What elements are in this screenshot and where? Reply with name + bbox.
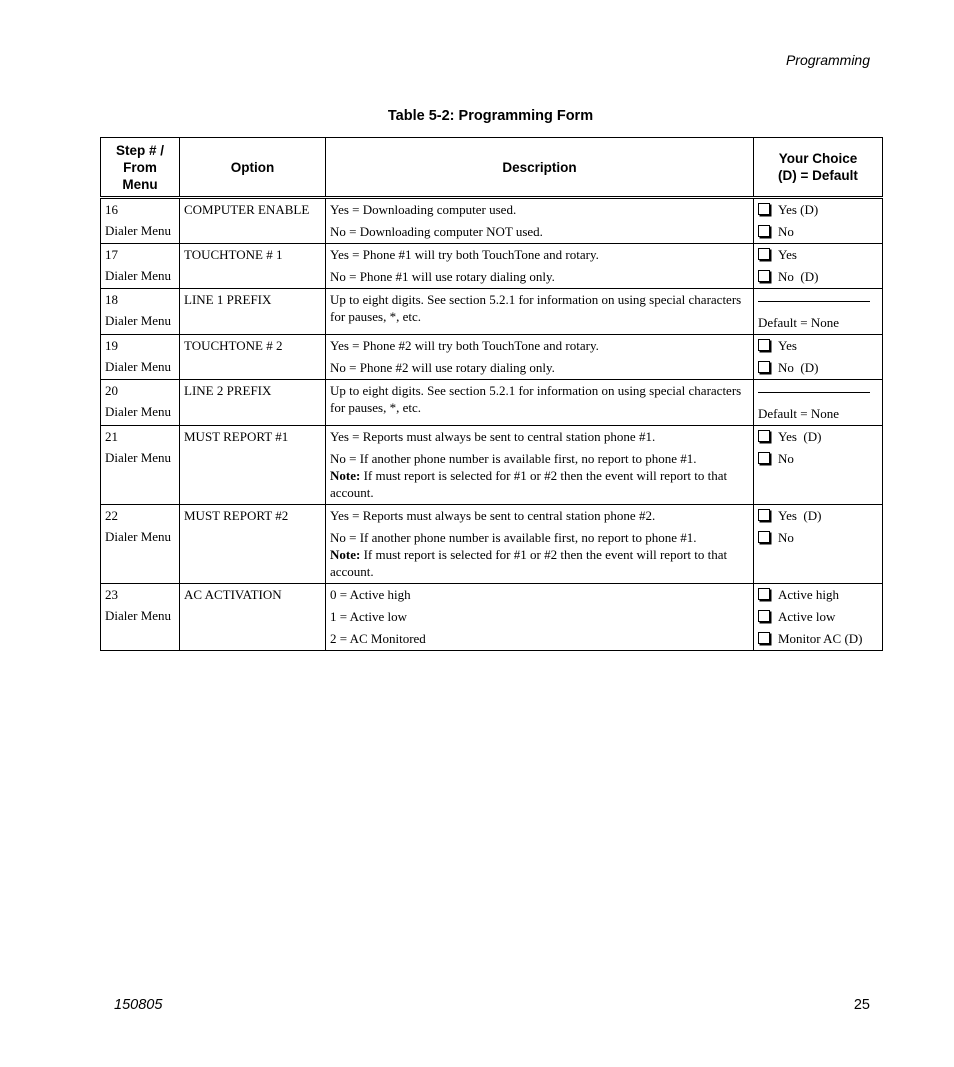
header-choice-line2: (D) = Default	[778, 168, 858, 183]
description-line: 2 = AC Monitored	[330, 631, 426, 646]
description-cell	[326, 380, 754, 426]
checkbox-icon[interactable]	[758, 610, 770, 622]
option-cell: AC ACTIVATION	[180, 584, 326, 651]
table-title: Table 5-2: Programming Form	[387, 108, 594, 124]
step-number: 19	[105, 338, 118, 353]
checkbox-icon[interactable]	[758, 248, 770, 260]
choice-cell	[754, 289, 883, 335]
option-cell: MUST REPORT #1	[180, 426, 326, 505]
description-line: 1 = Active low	[330, 609, 408, 624]
default-text: Default = None	[758, 406, 839, 421]
description-cell	[326, 426, 754, 505]
table-row	[101, 198, 883, 244]
table-row	[101, 584, 883, 651]
checkbox-icon[interactable]	[758, 225, 770, 237]
choice-option[interactable]	[758, 359, 878, 376]
choice-option[interactable]	[758, 428, 878, 445]
menu-name: Dialer Menu	[105, 450, 172, 465]
menu-name: Dialer Menu	[105, 608, 172, 623]
checkbox-icon[interactable]	[758, 632, 770, 644]
header-choice	[754, 138, 883, 198]
step-number: 18	[105, 292, 118, 307]
option-cell: COMPUTER ENABLE	[180, 198, 326, 244]
page-number: 25	[853, 997, 870, 1013]
description-cell	[326, 505, 754, 584]
fill-in-line[interactable]	[758, 301, 870, 302]
choice-cell	[754, 584, 883, 651]
note-label: Note:	[330, 547, 361, 562]
choice-label: No	[778, 224, 794, 239]
choice-cell	[754, 426, 883, 505]
description-line: Yes = Phone #1 will try both TouchTone and rotary.	[330, 247, 599, 262]
choice-label: Yes	[778, 338, 797, 353]
description-cell	[326, 244, 754, 289]
step-cell	[101, 289, 180, 335]
option-cell: LINE 2 PREFIX	[180, 380, 326, 426]
description-cell	[326, 584, 754, 651]
option-cell: TOUCHTONE # 2	[180, 335, 326, 380]
table-row	[101, 426, 883, 505]
step-cell	[101, 380, 180, 426]
description-line: Up to eight digits. See section 5.2.1 for information on using special characters for pauses, *, etc.	[330, 383, 742, 415]
choice-label: Monitor AC (D)	[778, 631, 863, 646]
choice-option[interactable]	[758, 630, 878, 647]
table-row	[101, 289, 883, 335]
description-line: No = Phone #2 will use rotary dialing only.	[330, 360, 555, 375]
option-cell: TOUCHTONE # 1	[180, 244, 326, 289]
choice-cell	[754, 244, 883, 289]
step-number: 22	[105, 508, 118, 523]
table-row	[101, 335, 883, 380]
choice-label: No	[778, 530, 794, 545]
choice-label: No (D)	[778, 360, 819, 375]
step-cell	[101, 426, 180, 505]
description-line: Yes = Reports must always be sent to central station phone #1.	[330, 429, 656, 444]
fill-in-line[interactable]	[758, 392, 870, 393]
menu-name: Dialer Menu	[105, 313, 172, 328]
choice-option[interactable]	[758, 507, 878, 524]
description-line: Yes = Phone #2 will try both TouchTone and rotary.	[330, 338, 599, 353]
choice-option[interactable]	[758, 529, 878, 546]
description-cell	[326, 198, 754, 244]
choice-option[interactable]	[758, 337, 878, 354]
menu-name: Dialer Menu	[105, 359, 172, 374]
step-cell	[101, 244, 180, 289]
choice-option[interactable]	[758, 586, 878, 603]
description-line: Yes = Downloading computer used.	[330, 202, 517, 217]
choice-cell	[754, 505, 883, 584]
option-cell: MUST REPORT #2	[180, 505, 326, 584]
table-row	[101, 244, 883, 289]
note-text	[330, 546, 749, 580]
step-cell	[101, 505, 180, 584]
header-choice-line1: Your Choice	[778, 151, 858, 166]
checkbox-icon[interactable]	[758, 531, 770, 543]
choice-option[interactable]	[758, 246, 878, 263]
table-header-row	[101, 138, 883, 198]
running-head: Programming	[785, 52, 870, 68]
header-option: Option	[180, 138, 326, 198]
step-number: 20	[105, 383, 118, 398]
choice-label: Active high	[778, 587, 840, 602]
menu-name: Dialer Menu	[105, 223, 172, 238]
choice-label: Yes	[778, 247, 797, 262]
description-line: Up to eight digits. See section 5.2.1 for information on using special characters for pauses, *, etc.	[330, 292, 742, 324]
description-line: No = Phone #1 will use rotary dialing only.	[330, 269, 555, 284]
choice-option[interactable]	[758, 223, 878, 240]
choice-label: Active low	[778, 609, 836, 624]
doc-number: 150805	[114, 997, 163, 1013]
note-label: Note:	[330, 468, 361, 483]
description-cell	[326, 289, 754, 335]
menu-name: Dialer Menu	[105, 268, 172, 283]
choice-option[interactable]	[758, 608, 878, 625]
checkbox-icon[interactable]	[758, 509, 770, 521]
note-body: If must report is selected for #1 or #2 then the event will report to that account.	[330, 547, 728, 579]
checkbox-icon[interactable]	[758, 588, 770, 600]
step-number: 17	[105, 247, 118, 262]
description-line: Yes = Reports must always be sent to central station phone #2.	[330, 508, 656, 523]
header-step: Step # / From Menu	[101, 138, 180, 198]
choice-label: Yes (D)	[778, 429, 822, 444]
choice-label: No (D)	[778, 269, 819, 284]
header-description: Description	[326, 138, 754, 198]
programming-form-table	[100, 137, 883, 651]
step-number: 16	[105, 202, 118, 217]
choice-cell	[754, 335, 883, 380]
choice-cell	[754, 380, 883, 426]
description-cell	[326, 335, 754, 380]
checkbox-icon[interactable]	[758, 270, 770, 282]
description-line: 0 = Active high	[330, 587, 411, 602]
menu-name: Dialer Menu	[105, 529, 172, 544]
choice-option[interactable]	[758, 268, 878, 285]
table-row	[101, 505, 883, 584]
step-number: 23	[105, 587, 118, 602]
checkbox-icon[interactable]	[758, 339, 770, 351]
choice-label: Yes (D)	[778, 202, 819, 217]
default-text: Default = None	[758, 315, 839, 330]
checkbox-icon[interactable]	[758, 452, 770, 464]
option-cell: LINE 1 PREFIX	[180, 289, 326, 335]
checkbox-icon[interactable]	[758, 203, 770, 215]
choice-cell	[754, 198, 883, 244]
description-line: No = If another phone number is available first, no report to phone #1.	[330, 451, 697, 466]
note-text	[330, 467, 749, 501]
step-cell	[101, 198, 180, 244]
choice-option[interactable]	[758, 450, 878, 467]
table-body	[101, 198, 883, 651]
step-cell	[101, 584, 180, 651]
checkbox-icon[interactable]	[758, 430, 770, 442]
note-body: If must report is selected for #1 or #2 then the event will report to that account.	[330, 468, 728, 500]
description-line: No = If another phone number is available first, no report to phone #1.	[330, 530, 697, 545]
menu-name: Dialer Menu	[105, 404, 172, 419]
step-cell	[101, 335, 180, 380]
table-row	[101, 380, 883, 426]
choice-label: No	[778, 451, 794, 466]
step-number: 21	[105, 429, 118, 444]
choice-label: Yes (D)	[778, 508, 822, 523]
description-line: No = Downloading computer NOT used.	[330, 224, 543, 239]
choice-option[interactable]	[758, 201, 878, 218]
checkbox-icon[interactable]	[758, 361, 770, 373]
